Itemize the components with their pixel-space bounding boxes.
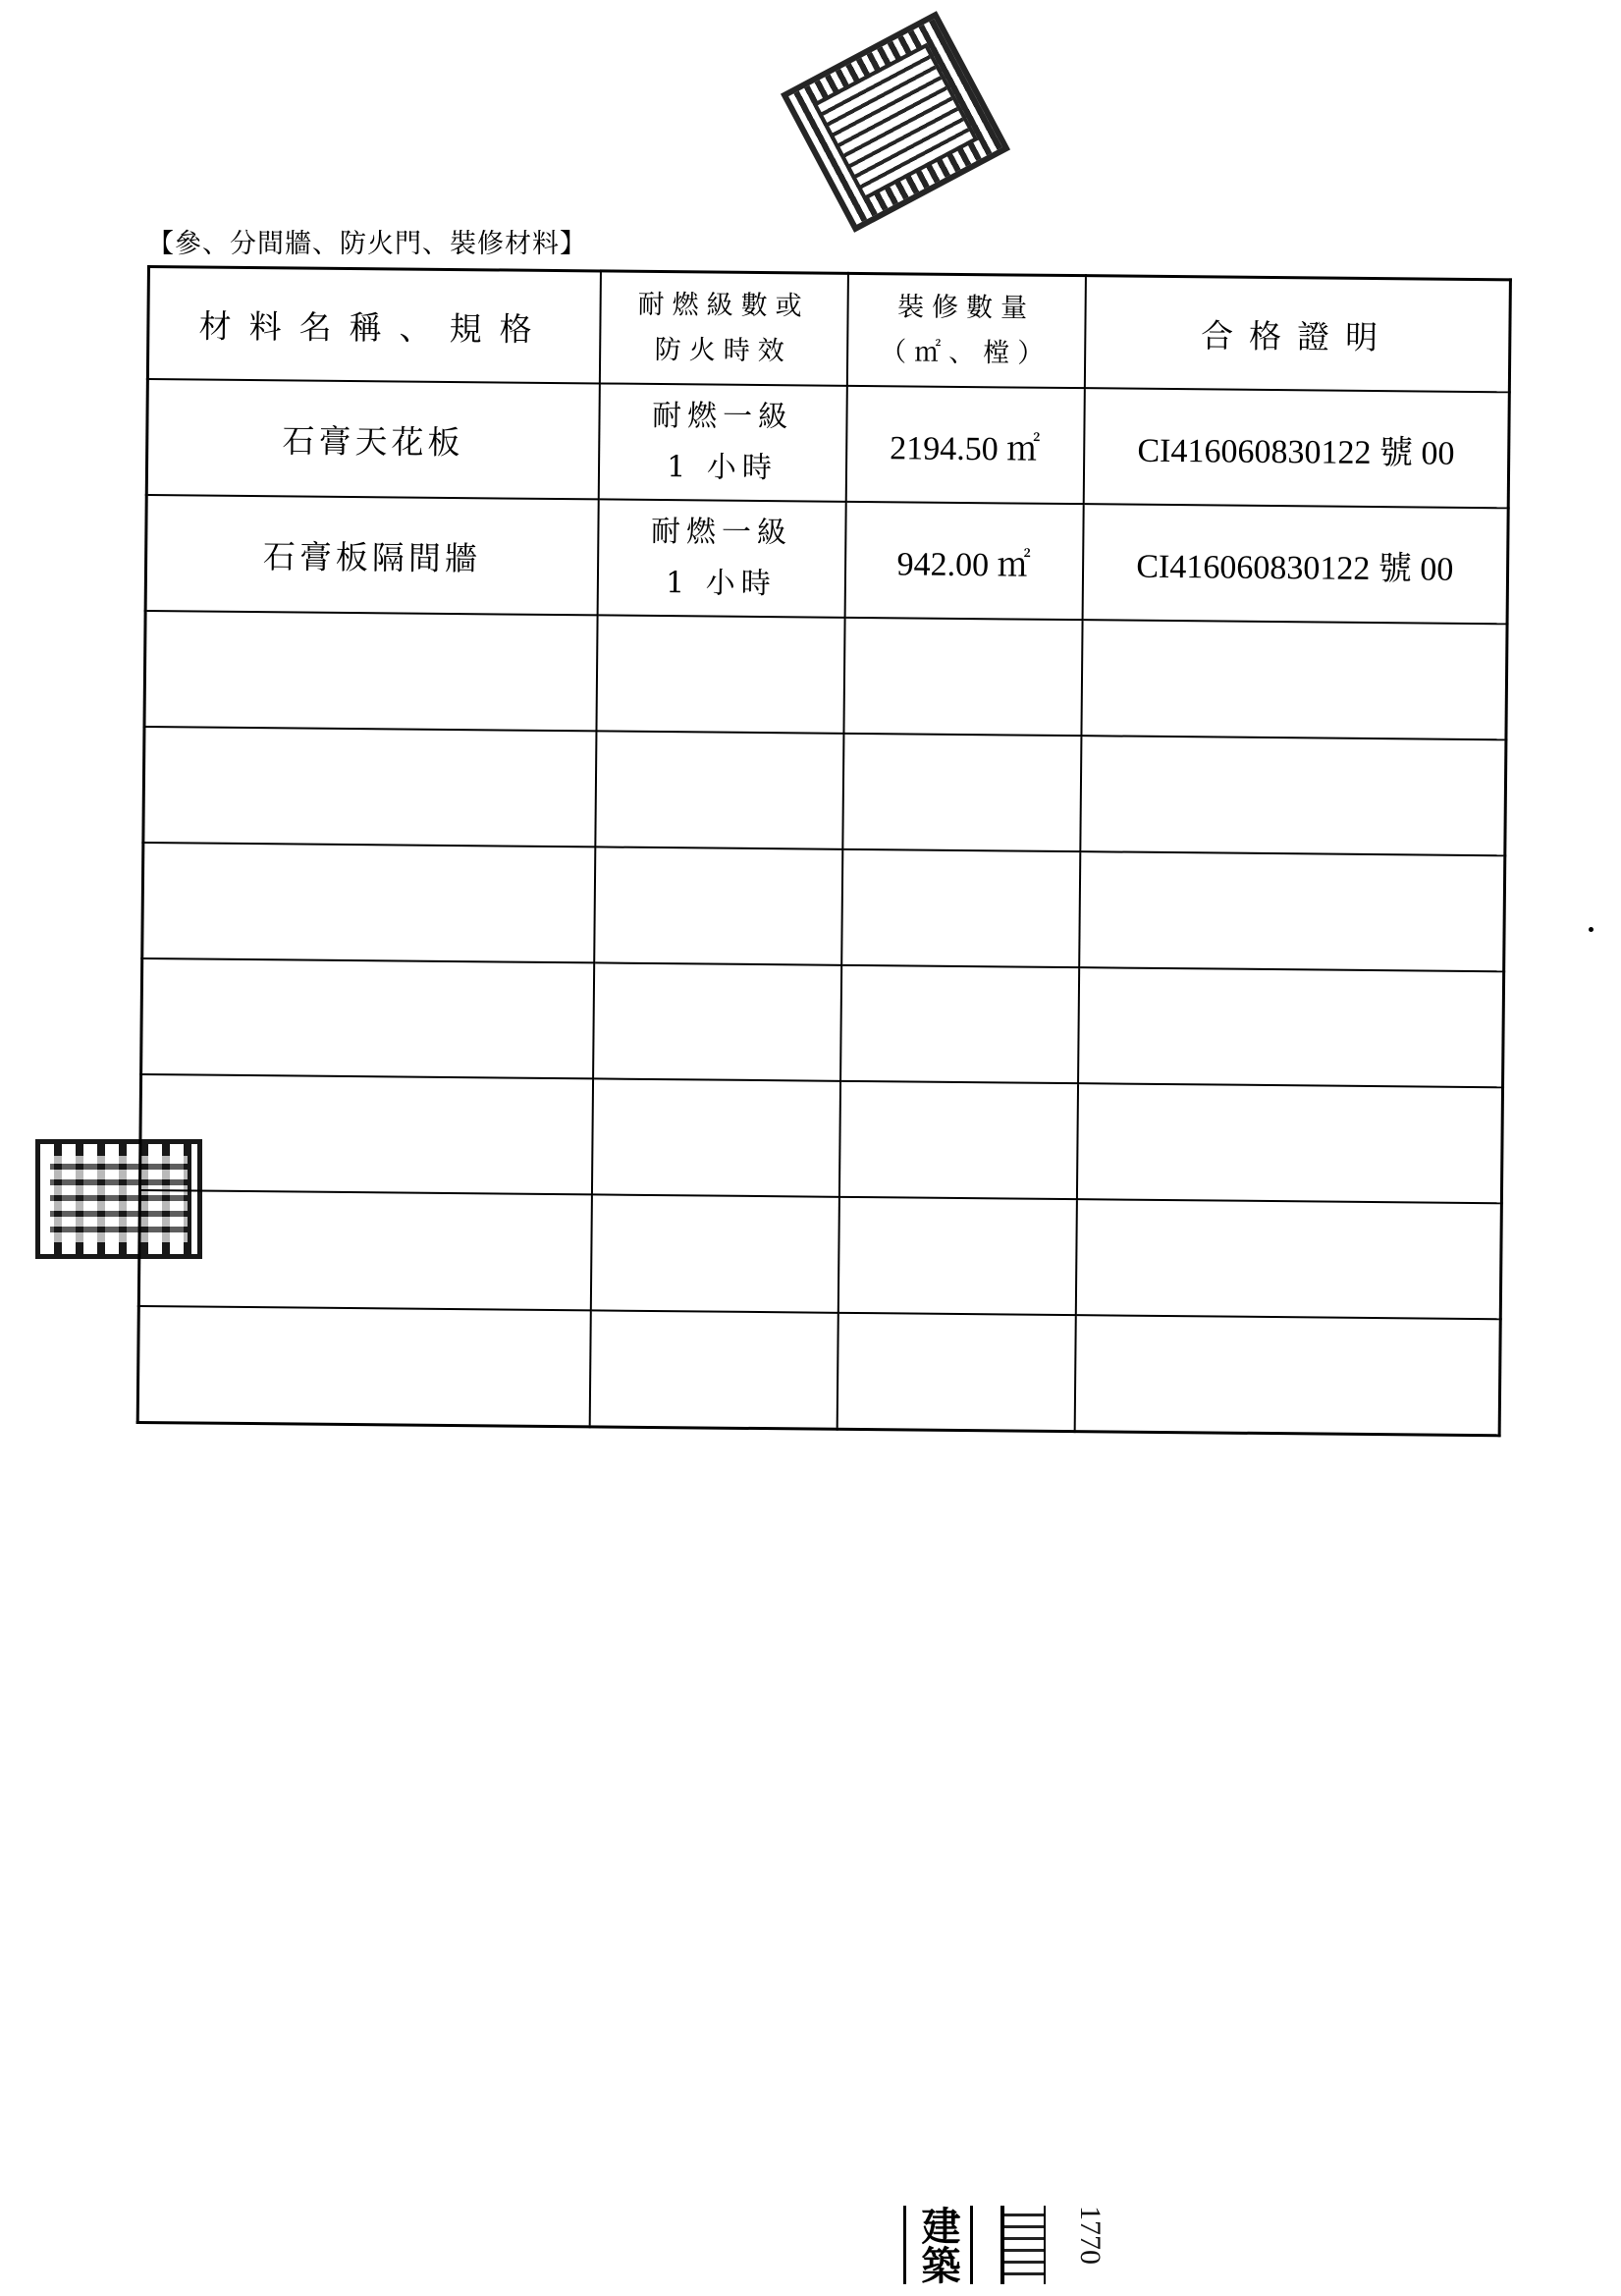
- empty-cell: [590, 1194, 838, 1312]
- empty-table-row: [137, 1306, 1500, 1436]
- empty-cell: [144, 611, 597, 731]
- empty-cell: [142, 843, 595, 962]
- empty-cell: [591, 1078, 839, 1196]
- empty-cell: [594, 847, 842, 964]
- bottom-stamp-number: 1770: [1074, 2206, 1107, 2265]
- empty-cell: [138, 1190, 591, 1310]
- material-name-cell: 石膏天花板: [146, 379, 599, 499]
- bottom-stamp-mark: [1000, 2206, 1046, 2284]
- empty-cell: [837, 1313, 1075, 1432]
- empty-cell: [596, 615, 844, 733]
- section-title: 【參、分間牆、防火門、裝修材料】: [147, 229, 587, 259]
- materials-table: [136, 265, 1512, 1437]
- header-certificate: 合格證明: [1084, 276, 1510, 393]
- empty-cell: [1074, 1315, 1500, 1436]
- empty-cell: [1080, 736, 1506, 855]
- empty-cell: [1078, 967, 1504, 1087]
- rating-cell: 耐燃一級 1 小時: [598, 383, 846, 501]
- empty-cell: [843, 618, 1082, 736]
- empty-cell: [840, 965, 1079, 1083]
- empty-cell: [1079, 851, 1505, 971]
- empty-cell: [842, 734, 1081, 851]
- empty-cell: [141, 958, 594, 1078]
- table-row: [145, 495, 1508, 624]
- empty-cell: [1076, 1083, 1502, 1203]
- header-material-name: 材料名稱、規格: [147, 267, 600, 384]
- empty-table-row: [144, 611, 1507, 739]
- quantity-cell: 942.00 ㎡: [844, 502, 1083, 620]
- empty-cell: [838, 1197, 1076, 1315]
- materials-table-wrapper: [136, 265, 1512, 1407]
- empty-cell: [841, 849, 1080, 967]
- header-quantity: 裝修數量 （㎡、樘）: [846, 273, 1085, 388]
- material-name-cell: 石膏板隔間牆: [145, 495, 598, 615]
- empty-table-row: [141, 958, 1504, 1087]
- empty-table-row: [139, 1074, 1502, 1203]
- empty-cell: [589, 1310, 838, 1429]
- empty-table-row: [143, 727, 1506, 855]
- empty-cell: [595, 731, 843, 848]
- bottom-stamp-text: 建築: [903, 2206, 973, 2284]
- certificate-cell: CI416060830122 號 00: [1083, 388, 1509, 508]
- official-seal-top: [781, 11, 1010, 233]
- certificate-cell: CI416060830122 號 00: [1082, 504, 1508, 624]
- empty-cell: [838, 1081, 1077, 1199]
- scan-speck: [1589, 927, 1594, 932]
- empty-table-row: [138, 1190, 1501, 1319]
- empty-table-row: [142, 843, 1505, 971]
- table-row: [146, 379, 1509, 508]
- rating-cell: 耐燃一級 1 小時: [597, 499, 845, 617]
- empty-cell: [1081, 620, 1507, 739]
- empty-cell: [139, 1074, 592, 1194]
- empty-cell: [593, 962, 841, 1080]
- empty-cell: [1075, 1199, 1501, 1319]
- bottom-page-stamp: [903, 2206, 1107, 2284]
- table-header-row: [147, 267, 1510, 393]
- quantity-cell: 2194.50 ㎡: [845, 386, 1084, 504]
- header-rating: 耐燃級數或 防火時效: [599, 271, 847, 386]
- empty-cell: [137, 1306, 590, 1427]
- empty-cell: [143, 727, 596, 847]
